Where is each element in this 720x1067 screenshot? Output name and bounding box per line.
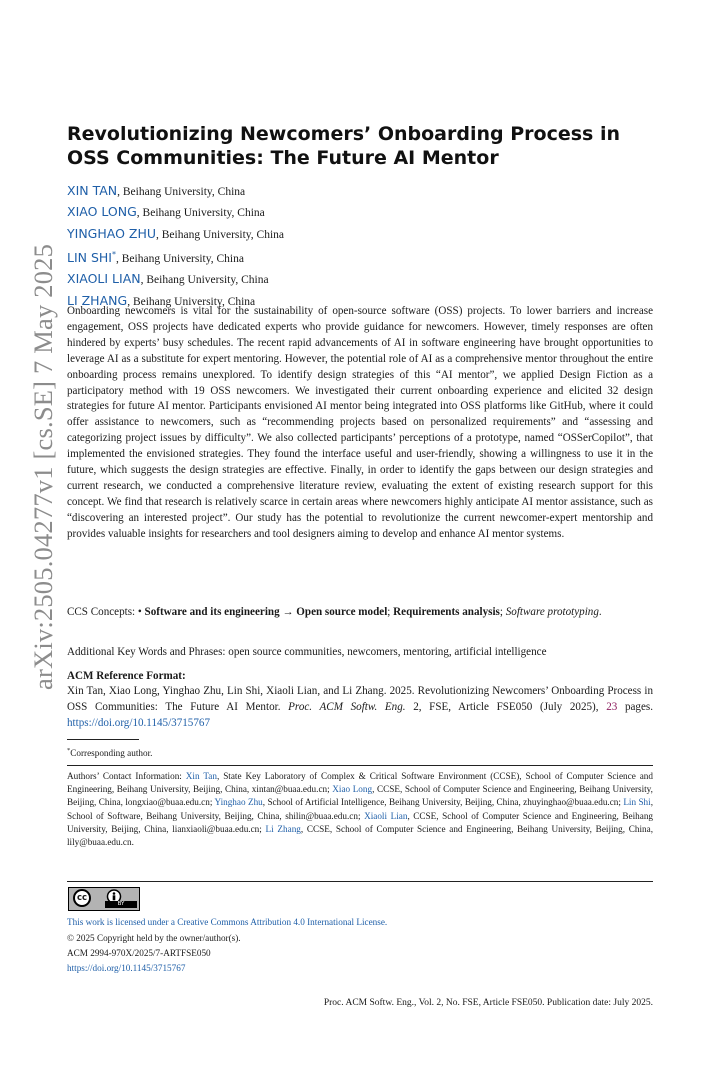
reference-text: 2, FSE, Article FSE050 (July 2025), xyxy=(405,700,607,713)
author-name[interactable]: YINGHAO ZHU xyxy=(67,225,157,241)
author-entry xyxy=(67,202,284,223)
author-affiliation: , Beihang University, China xyxy=(127,295,256,308)
author-entry xyxy=(67,224,284,245)
contact-details: , School of Software, Beihang University, Beijing, China, shilin@buaa.edu.cn; xyxy=(67,797,654,821)
ccs-concepts xyxy=(67,605,653,621)
ccs-label: CCS Concepts: • xyxy=(67,606,145,618)
author-name[interactable]: XIAO LONG xyxy=(67,204,137,220)
cc-by-license-badge[interactable] xyxy=(68,887,140,911)
author-name-text: LIN SHI xyxy=(67,250,112,266)
author-affiliation: , Beihang University, China xyxy=(117,186,246,198)
footnote-text: Corresponding author. xyxy=(70,748,153,759)
ccs-term: Requirements analysis xyxy=(393,606,500,618)
author-entry xyxy=(67,269,284,290)
author-affiliation: , Beihang University, China xyxy=(140,274,269,287)
page-footer: Proc. ACM Softw. Eng., Vol. 2, No. FSE, Article FSE050. Publication date: July 2025. xyxy=(323,998,653,1008)
ccs-separator: ; xyxy=(499,606,506,618)
license-link[interactable]: This work is licensed under a Creative Commons Attribution 4.0 International License. xyxy=(67,917,388,927)
page-count-link[interactable]: 23 xyxy=(606,700,618,713)
author-name[interactable] xyxy=(67,250,116,265)
reference-text: pages. xyxy=(617,700,653,713)
author-list xyxy=(67,181,284,312)
journal-name: Proc. ACM Softw. Eng. xyxy=(288,700,406,713)
author-name[interactable]: XIN TAN xyxy=(67,183,118,198)
contact-details: , CCSE, School of Computer Science and Engineering, Beihang University, Beijing, China, lily@buaa.edu.cn. xyxy=(67,823,653,848)
author-affiliation: , Beihang University, China xyxy=(136,207,265,220)
contact-author-link[interactable]: Xiao Long xyxy=(332,784,373,795)
contact-author-link[interactable]: Lin Shi xyxy=(623,797,651,808)
contact-details: , CCSE, School of Computer Science and Engineering, Beihang University, Beijing, China, lianxiaoli@buaa.edu.cn; xyxy=(67,810,654,834)
license-doi-link[interactable]: https://doi.org/10.1145/3715767 xyxy=(67,963,186,973)
ccs-end: . xyxy=(598,606,602,618)
ccs-term: Open source model xyxy=(296,606,388,618)
license-divider xyxy=(67,881,653,882)
contact-author-link[interactable]: Xiaoli Lian xyxy=(364,810,408,821)
author-affiliation: , Beihang University, China xyxy=(156,228,284,241)
contact-author-link[interactable]: Xin Tan xyxy=(185,771,217,781)
author-name[interactable]: XIAOLI LIAN xyxy=(67,271,141,287)
paper-title: Revolutionizing Newcomers’ Onboarding Process in OSS Communities: The Future AI Mentor xyxy=(67,123,620,169)
contact-details: , CCSE, School of Computer Science and Engineering, Beihang University, Beijing, China, longxiao@buaa.edu.cn; xyxy=(67,784,653,808)
arxiv-sidebar-stamp: arXiv:2505.04277v1 [cs.SE] 7 May 2025 xyxy=(28,243,58,690)
keywords: Additional Key Words and Phrases: open source communities, newcomers, mentoring, artificial intelligence xyxy=(67,646,547,658)
contact-author-link[interactable]: Yinghao Zhu xyxy=(214,797,263,808)
footnote-divider xyxy=(67,739,139,740)
acm-issn: ACM 2994-970X/2025/7-ARTFSE050 xyxy=(67,948,211,958)
contact-divider xyxy=(67,765,653,766)
footnote-mark: * xyxy=(67,747,71,754)
author-affiliation: , Beihang University, China xyxy=(116,253,244,266)
footnote xyxy=(67,744,653,760)
ccs-term: Software and its engineering xyxy=(144,606,280,618)
contact-author-link[interactable]: Li Zhang xyxy=(265,823,301,834)
contact-lead: Authors’ Contact Information: xyxy=(67,771,186,781)
ccs-term: Software prototyping xyxy=(505,606,599,618)
reference-text: Xin Tan, Xiao Long, Yinghao Zhu, Lin Shi, Xiaoli Lian, and Li Zhang. 2025. Revolutionizing Newcomers’ Onboarding Process in OSS Communities: The Future AI Mentor. xyxy=(67,685,653,713)
copyright-notice: © 2025 Copyright held by the owner/author(s). xyxy=(67,933,241,943)
author-contact-info xyxy=(67,770,653,849)
ccs-separator: ; xyxy=(387,606,394,618)
corresponding-author-mark: * xyxy=(112,249,116,259)
author-entry xyxy=(67,245,284,269)
contact-details: , State Key Laboratory of Complex & Critical Software Environment (CCSE), School of Computer Science and Engineering, Beihang University, Beijing, China, xintan@buaa.edu.cn; xyxy=(67,771,653,795)
reference-format-heading: ACM Reference Format: xyxy=(67,670,186,682)
author-entry xyxy=(67,181,284,202)
author-name[interactable]: LI ZHANG xyxy=(67,292,128,308)
reference-format xyxy=(67,684,653,732)
cc-badge-label: cc xyxy=(76,893,88,903)
by-badge-label: BY xyxy=(105,901,137,908)
doi-link[interactable]: https://doi.org/10.1145/3715767 xyxy=(67,716,210,729)
abstract: Onboarding newcomers is vital for the sustainability of open-source software (OSS) projects. To lower barriers and increase engagement, OSS projects have dedicated experts who provide guidance for newcomers. However, timely responses are often hindered by experts’ busy schedules. The recent rapid advancements of AI in software engineering have brought opportunities to leverage AI as a substitute for expert mentoring. However, the potential role of AI as a comprehensive mentor throughout the entire onboarding process remains unexplored. To identify design strategies of this “AI mentor”, we applied Design Fiction as a participatory method with 19 OSS newcomers. We investigated their current onboarding experience and elicited 32 design strategies for future AI mentor. Participants envisioned AI mentor being integrated into OSS platforms like GitHub, where it could offer assistance to newcomers, such as “recommending projects based on personalized requirements” and “assessing and categorizing project issues by difficulty”. We also collected participants’ perceptions of a prototype, named “OSSerCopilot”, that implemented the envisioned strategies. They found the interface useful and user-friendly, showing a willingness to use it in the future, which suggests the design strategies are effective. Finally, in order to identify the gaps between our design strategies and current research, we conducted a comprehensive literature review, evaluating the extent of existing research support for this concept. We find that research is relatively scarce in certain areas where newcomers highly anticipate AI mentor assistance, such as “discovering an interested project”. Our study has the potential to revolutionize the current newcomer-expert mentorship and provides valuable insights for researchers and tool designers aiming to develop and enhance AI mentor systems. xyxy=(67,305,653,540)
contact-details: , School of Artificial Intelligence, Beihang University, Beijing, China, zhuyinghao@buaa.edu.cn; xyxy=(262,797,624,808)
ccs-arrow: → xyxy=(279,606,297,618)
